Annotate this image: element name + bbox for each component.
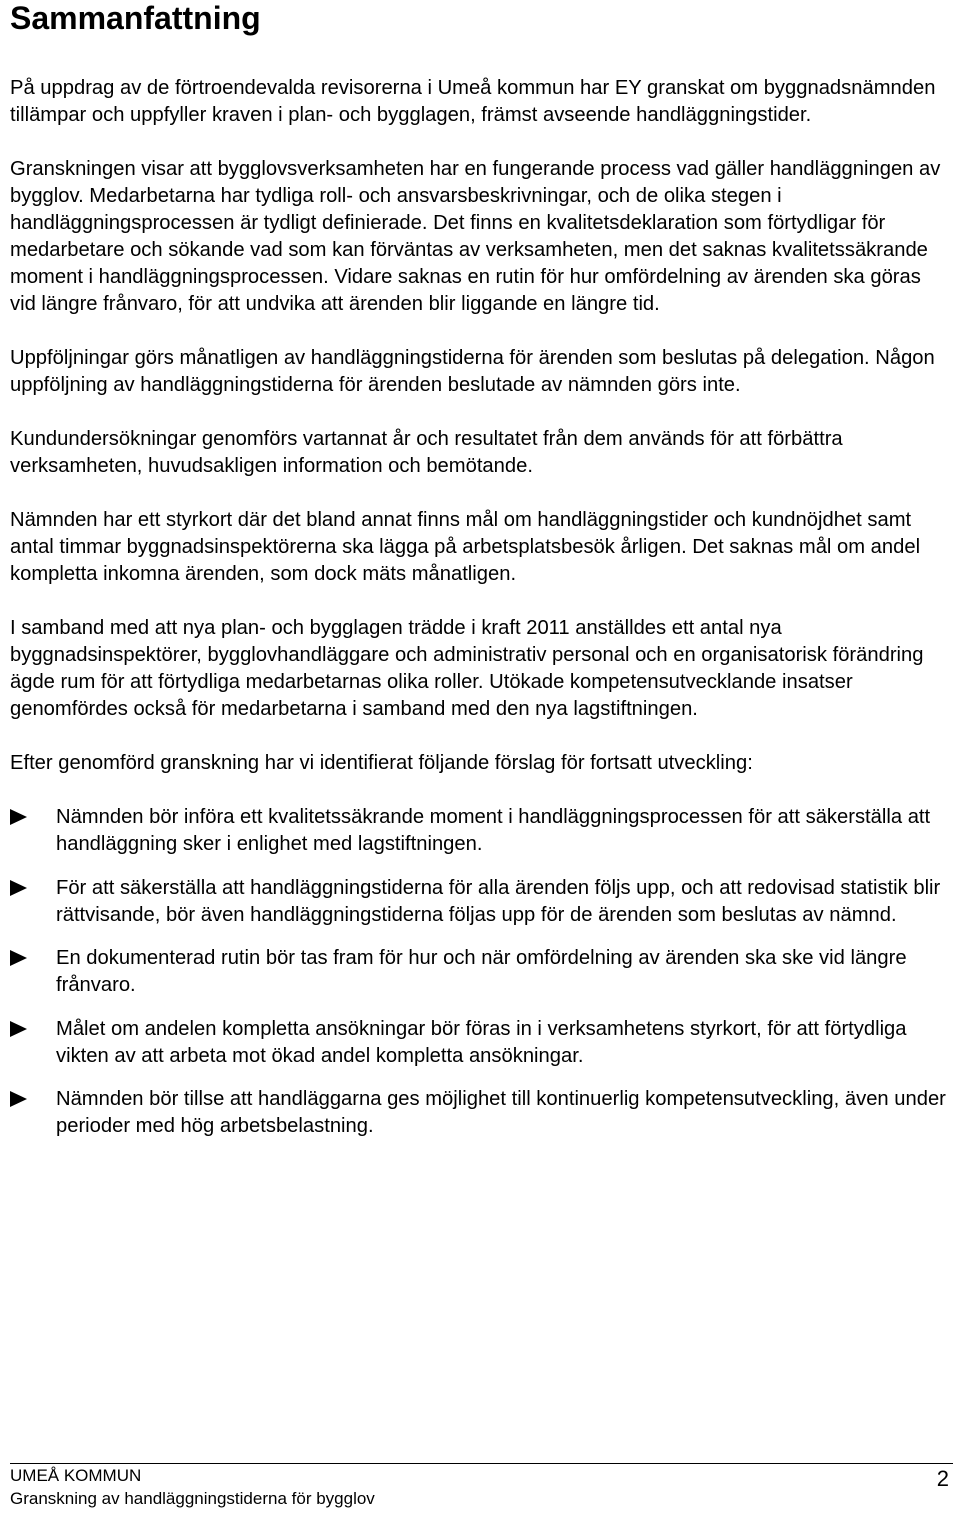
arrow-bullet-icon <box>10 950 27 966</box>
recommendation-text: Nämnden bör tillse att handläggarna ges möjlighet till kontinuerlig kompetensutveckling, även under perioder med hög arbetsbelastning. <box>56 1088 946 1137</box>
recommendation-text: Målet om andelen kompletta ansökningar bör föras in i verksamhetens styrkort, för att förtydliga vikten av att arbeta mot ökad andel kompletta ansökningar. <box>56 1017 907 1067</box>
recommendation-item <box>10 875 952 929</box>
footer-document-title: Granskning av handläggningstiderna för bygglov <box>10 1489 375 1508</box>
footer-organization: UMEÅ KOMMUN <box>10 1466 142 1485</box>
recommendation-text: En dokumenterad rutin bör tas fram för hur och när omfördelning av ärenden ska ske vid längre frånvaro. <box>56 947 907 996</box>
recommendation-item <box>10 804 952 858</box>
page-number: 2 <box>936 1466 949 1491</box>
recommendation-item <box>10 1086 952 1140</box>
arrow-bullet-icon <box>10 1091 27 1107</box>
paragraph-assignment: På uppdrag av de förtroendevalda revisorerna i Umeå kommun har EY granskat om byggnadsnämnden tillämpar och uppfyller kraven i plan- och bygglagen, främst avseende handläggningstider. <box>10 77 936 126</box>
page-title: Sammanfattning <box>10 0 261 36</box>
recommendation-list <box>10 804 952 1140</box>
paragraph-follow-up: Uppföljningar görs månatligen av handläggningstiderna för ärenden som beslutas på delegation. Någon uppföljning av handläggningstiderna för ärenden beslutade av nämnden görs inte. <box>10 347 935 396</box>
paragraph-customer-surveys: Kundundersökningar genomförs vartannat år och resultatet från dem används för att förbättra verksamheten, huvudsakligen information och bemötande. <box>10 428 843 477</box>
arrow-bullet-icon <box>10 880 27 896</box>
paragraph-scorecard: Nämnden har ett styrkort där det bland annat finns mål om handläggningstider och kundnöjdhet samt antal timmar byggnadsinspektörerna ska lägga på arbetsplatsbesök årligen. Det saknas mål om andel kompletta inkomna ärenden, som dock mäts månatligen. <box>10 509 921 585</box>
paragraph-new-law: I samband med att nya plan- och bygglagen trädde i kraft 2011 anställdes ett antal nya byggnadsinspektörer, bygglovhandläggare och administrativ personal och en organisatorisk förändring ägde rum för att förtydliga medarbetarnas olika roller. Utökade kompetensutvecklande insatser genomfördes också för medarbetarna i samband med den nya lagstiftningen. <box>10 617 924 720</box>
recommendation-text: Nämnden bör införa ett kvalitetssäkrande moment i handläggningsprocessen för att säkerställa att handläggning sker i enlighet med lagstiftningen. <box>56 806 931 855</box>
summary-body <box>10 75 952 1157</box>
paragraph-recommendations-intro: Efter genomförd granskning har vi identifierat följande förslag för fortsatt utveckling: <box>10 752 753 774</box>
recommendation-item <box>10 1016 952 1070</box>
recommendation-text: För att säkerställa att handläggningstiderna för alla ärenden följs upp, och att redovisad statistik blir rättvisande, bör även handläggningstiderna följas upp för de ärenden som beslutas av nämnd. <box>56 876 941 926</box>
footer-divider <box>10 1463 953 1464</box>
paragraph-findings: Granskningen visar att bygglovsverksamheten har en fungerande process vad gäller handläggningen av bygglov. Medarbetarna har tydliga roll- och ansvarsbeskrivningar, och de olika stegen i handläggningsprocessen är tydligt definierade. Det finns en kvalitetsdeklaration som förtydligar för medarbetare och sökande vad som kan förväntas av verksamheten, men det saknas kvalitetssäkrande moment i handläggningsprocessen. Vidare saknas en rutin för hur omfördelning av ärenden ska göras vid längre frånvaro, för att undvika att ärenden blir liggande en längre tid. <box>10 158 941 315</box>
arrow-bullet-icon <box>10 809 27 825</box>
arrow-bullet-icon <box>10 1021 27 1037</box>
recommendation-item <box>10 945 952 999</box>
